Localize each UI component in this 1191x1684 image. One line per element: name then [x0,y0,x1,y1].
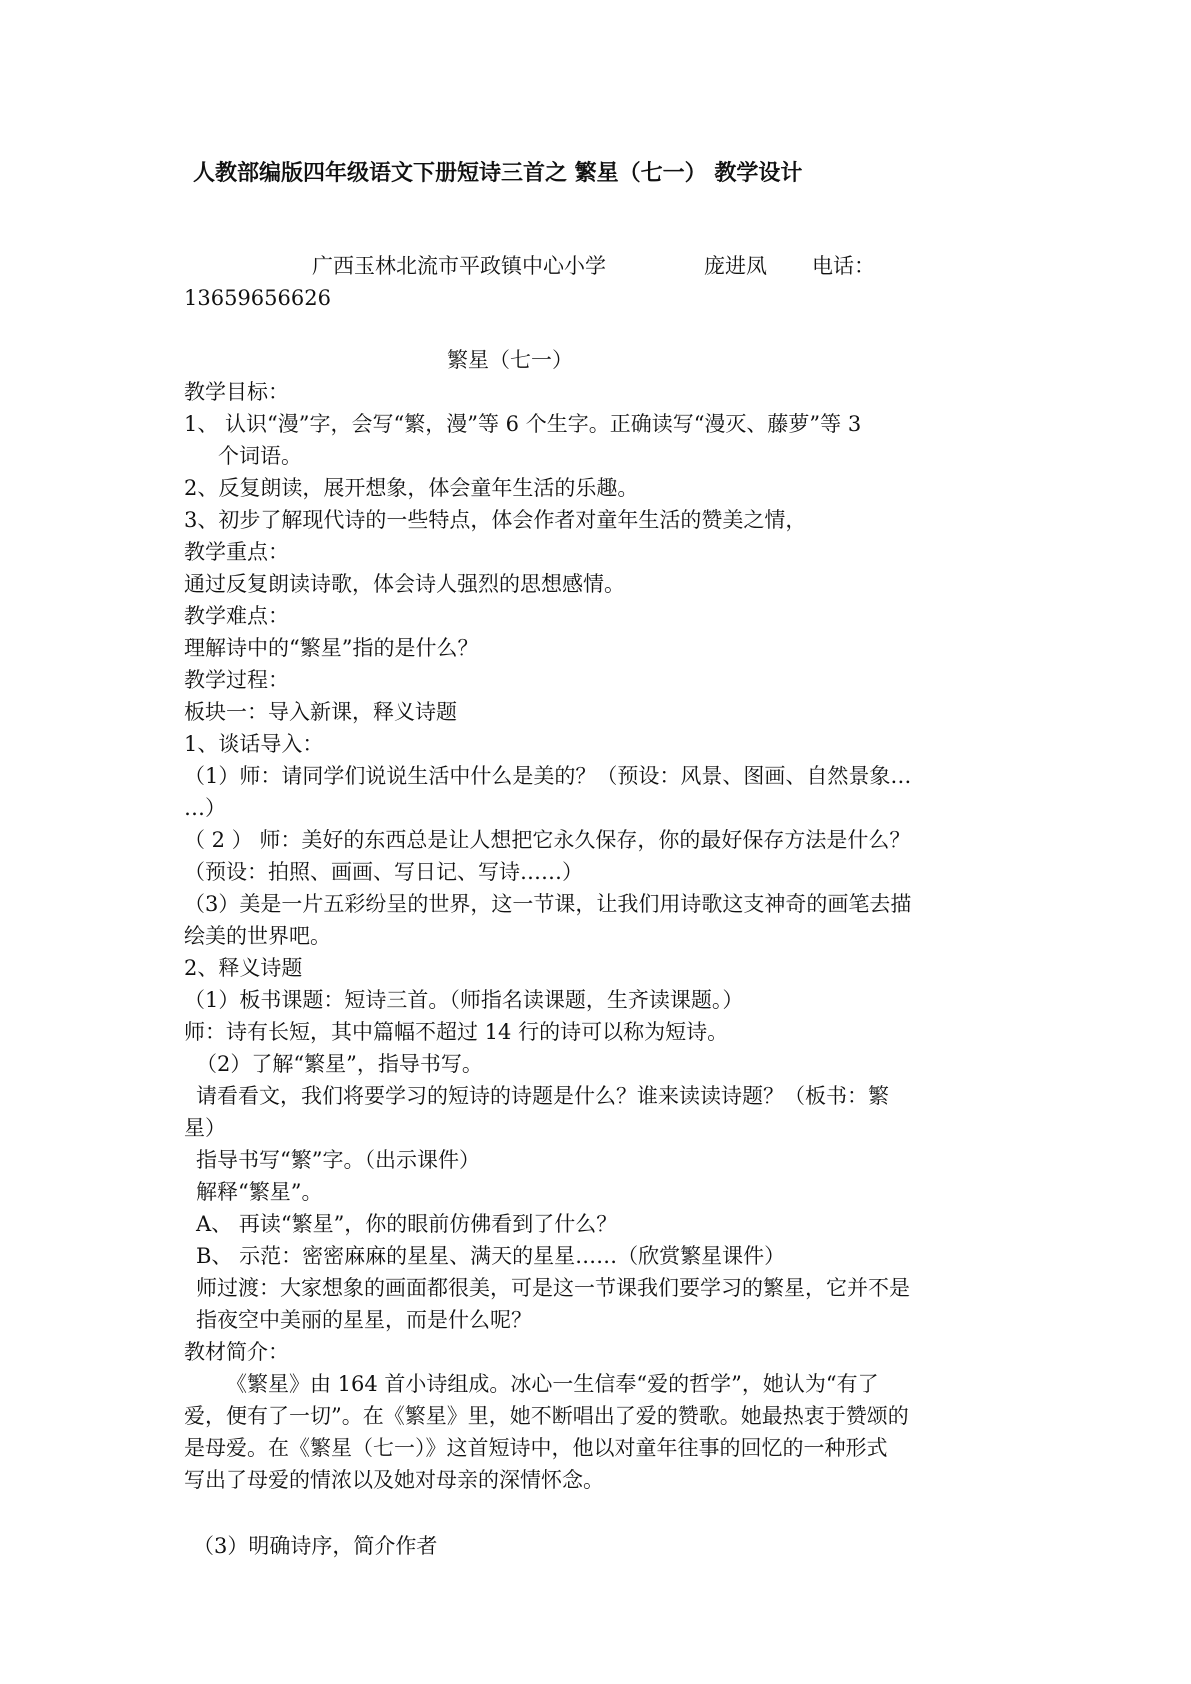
text-line: 个词语。 [218,444,302,468]
text-line: 教学重点： [184,540,289,564]
text-line: （1）师：请同学们说说生活中什么是美的？（预设：风景、图画、自然景象… [184,764,912,788]
text-line: 2、反复朗读，展开想象，体会童年生活的乐趣。 [184,476,639,500]
text-line: 写出了母爱的情浓以及她对母亲的深情怀念。 [184,1468,604,1492]
text-line: （1）板书课题：短诗三首。（师指名读课题，生齐读课题。） [184,988,744,1012]
text-line: （3）美是一片五彩纷呈的世界，这一节课，让我们用诗歌这支神奇的画笔去描 [184,892,912,916]
text-line: 指导书写“繁”字。（出示课件） [196,1148,480,1172]
author-phone-label: 电话： [812,254,875,278]
text-line: 教学难点： [184,604,289,628]
text-line: 2、释义诗题 [184,956,303,980]
text-line: …） [184,796,226,820]
text-line: （2）了解“繁星”，指导书写。 [196,1052,483,1076]
text-line: 板块一：导入新课，释义诗题 [184,700,457,724]
text-line: 绘美的世界吧。 [184,924,331,948]
author-school: 广西玉林北流市平政镇中心小学 [312,254,606,278]
author-name: 庞进凤 [704,254,767,278]
text-line: 通过反复朗读诗歌，体会诗人强烈的思想感情。 [184,572,625,596]
text-line: 理解诗中的“繁星”指的是什么？ [184,636,479,660]
author-phone: 13659656626 [184,286,331,310]
text-line: 1、 认识“漫”字，会写“繁，漫”等 6 个生字。正确读写“漫灭、藤萝”等 3 [184,412,862,436]
text-line: A、 再读“繁星”，你的眼前仿佛看到了什么？ [196,1212,618,1236]
text-line: 教学过程： [184,668,289,692]
text-line: 解释“繁星”。 [196,1180,323,1204]
text-line: 是母爱。在《繁星（七一）》这首短诗中，他以对童年往事的回忆的一种形式 [184,1436,888,1460]
text-line: 3、初步了解现代诗的一些特点，体会作者对童年生活的赞美之情， [184,508,807,532]
text-line: （ 2 ） 师：美好的东西总是让人想把它永久保存，你的最好保存方法是什么？ [184,828,911,852]
lesson-subtitle: 繁星（七一） [447,348,573,372]
text-line: 教材简介： [184,1340,289,1364]
text-line: （预设：拍照、画画、写日记、写诗……） [184,860,583,884]
text-line: 指夜空中美丽的星星，而是什么呢？ [196,1308,532,1332]
text-line: 星） [184,1116,226,1140]
text-line: 请看看文，我们将要学习的短诗的诗题是什么？谁来读读诗题？（板书：繁 [196,1084,889,1108]
document-title: 人教部编版四年级语文下册短诗三首之 繁星（七一） 教学设计 [193,161,803,186]
text-line: B、 示范：密密麻麻的星星、满天的星星……（欣赏繁星课件） [196,1244,786,1268]
text-line: 爱，便有了一切”。在《繁星》里，她不断唱出了爱的赞歌。她最热衷于赞颂的 [184,1404,909,1428]
text-line: 教学目标： [184,380,289,404]
text-line: 1、谈话导入： [184,732,324,756]
text-line: 《繁星》由 164 首小诗组成。冰心一生信奉“爱的哲学”，她认为“有了 [226,1372,879,1396]
text-line: 师：诗有长短，其中篇幅不超过 14 行的诗可以称为短诗。 [184,1020,729,1044]
text-line: （3）明确诗序，简介作者 [193,1534,438,1558]
text-line: 师过渡：大家想象的画面都很美，可是这一节课我们要学习的繁星，它并不是 [196,1276,910,1300]
